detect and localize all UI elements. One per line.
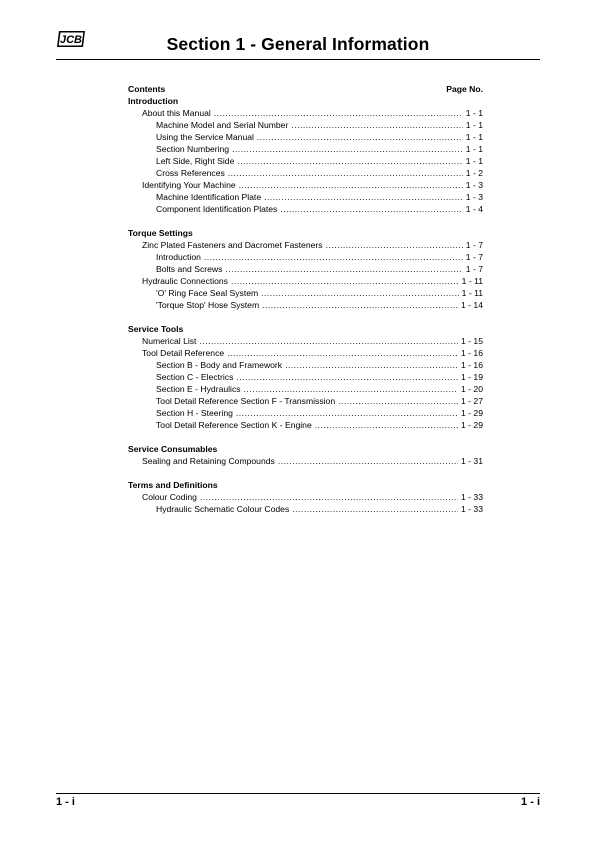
toc-entry[interactable] (128, 383, 483, 395)
toc-entry-label: Section B - Body and Framework (156, 360, 283, 370)
toc-entry[interactable] (128, 179, 483, 191)
toc-entry[interactable] (128, 395, 483, 407)
toc-entry-page: 1 - 1 (465, 156, 483, 166)
toc-entry-label: Section Numbering (156, 144, 230, 154)
toc-entry-page: 1 - 29 (461, 408, 483, 418)
toc-entry-label: Hydraulic Connections (142, 276, 228, 286)
toc-entry[interactable] (128, 107, 483, 119)
toc-entry[interactable] (128, 143, 483, 155)
toc-entry[interactable] (128, 407, 483, 419)
dot-leader (227, 347, 458, 359)
toc-entry-label: Tool Detail Reference Section F - Transmission (156, 396, 336, 406)
toc-section-title: Service Tools (128, 324, 184, 334)
footer-page-left: 1 - i (56, 796, 75, 808)
dot-leader (278, 455, 458, 467)
toc-entry-label: Introduction (156, 252, 201, 262)
dot-leader (261, 287, 459, 299)
toc-entry[interactable] (128, 491, 483, 503)
dot-leader (237, 155, 462, 167)
toc-entry-page: 1 - 19 (461, 372, 483, 382)
toc-entry-page: 1 - 1 (465, 132, 483, 142)
toc-entry-page: 1 - 31 (461, 456, 483, 466)
toc-entry[interactable] (128, 239, 483, 251)
dot-leader (315, 419, 458, 431)
dot-leader (200, 491, 458, 503)
toc-entry-page: 1 - 16 (461, 348, 483, 358)
toc-entry[interactable] (128, 359, 483, 371)
toc-section-title: Torque Settings (128, 228, 193, 238)
toc-section-title: Terms and Definitions (128, 480, 218, 490)
toc-entry-label: Section C - Electrics (156, 372, 234, 382)
contents-label: Contents (128, 84, 166, 94)
toc-entry-label: Machine Model and Serial Number (156, 120, 289, 130)
toc-entry-page: 1 - 33 (461, 504, 483, 514)
toc-section (128, 95, 483, 215)
dot-leader (326, 239, 463, 251)
footer-rule (56, 793, 540, 794)
dot-leader (239, 179, 463, 191)
toc-entry-page: 1 - 4 (465, 204, 483, 214)
dot-leader (228, 167, 463, 179)
toc-entry-page: 1 - 1 (465, 108, 483, 118)
toc-entry[interactable] (128, 347, 483, 359)
toc-entry-page: 1 - 20 (461, 384, 483, 394)
toc-section (128, 479, 483, 515)
toc-section (128, 323, 483, 431)
dot-leader (244, 383, 458, 395)
toc-entry-label: Identifying Your Machine (142, 180, 236, 190)
toc-entry[interactable] (128, 167, 483, 179)
dot-leader (225, 263, 462, 275)
dot-leader (285, 359, 458, 371)
toc-entry-page: 1 - 7 (465, 240, 483, 250)
toc-entry-label: Using the Service Manual (156, 132, 254, 142)
dot-leader (291, 119, 462, 131)
toc-entry[interactable] (128, 131, 483, 143)
footer-page-right: 1 - i (521, 796, 540, 808)
toc-entry-page: 1 - 2 (465, 168, 483, 178)
page-title: Section 1 - General Information (166, 34, 430, 54)
toc-entry-label: Cross References (156, 168, 225, 178)
toc-entry[interactable] (128, 191, 483, 203)
toc-entry[interactable] (128, 287, 483, 299)
header-rule (56, 59, 540, 60)
toc-entry[interactable] (128, 419, 483, 431)
toc-sections (128, 95, 483, 515)
toc-entry[interactable] (128, 119, 483, 131)
toc-entry-label: About this Manual (142, 108, 211, 118)
toc-entry[interactable] (128, 455, 483, 467)
toc-entry-page: 1 - 27 (461, 396, 483, 406)
toc-entry-page: 1 - 1 (465, 144, 483, 154)
toc-entry[interactable] (128, 251, 483, 263)
toc-section-title: Introduction (128, 96, 179, 106)
toc-entry[interactable] (128, 335, 483, 347)
toc-entry-page: 1 - 1 (465, 120, 483, 130)
toc-entry-label: Section H - Steering (156, 408, 233, 418)
dot-leader (292, 503, 458, 515)
toc-entry[interactable] (128, 299, 483, 311)
toc-entry-label: Left Side, Right Side (156, 156, 235, 166)
toc-entry-page: 1 - 16 (461, 360, 483, 370)
toc-entry[interactable] (128, 203, 483, 215)
toc-header (128, 83, 483, 95)
toc-entry-label: Section E - Hydraulics (156, 384, 241, 394)
toc-entry-label: 'O' Ring Face Seal System (156, 288, 259, 298)
toc-entry[interactable] (128, 263, 483, 275)
toc-entry-label: Tool Detail Reference (142, 348, 225, 358)
toc-entry-label: Machine Identification Plate (156, 192, 262, 202)
dot-leader (199, 335, 458, 347)
toc-entry-page: 1 - 11 (461, 288, 483, 298)
toc-section-title: Service Consumables (128, 444, 218, 454)
dot-leader (257, 131, 463, 143)
toc-entry-page: 1 - 15 (461, 336, 483, 346)
dot-leader (262, 299, 458, 311)
toc-entry-label: Component Identification Plates (156, 204, 278, 214)
toc-entry-page: 1 - 11 (461, 276, 483, 286)
dot-leader (264, 191, 463, 203)
toc-entry-label: Numerical List (142, 336, 197, 346)
toc-entry-page: 1 - 33 (461, 492, 483, 502)
dot-leader (231, 275, 459, 287)
toc-section (128, 227, 483, 311)
toc-entry-label: Zinc Plated Fasteners and Dacromet Fasteners (142, 240, 323, 250)
toc-section (128, 443, 483, 467)
toc-entry-page: 1 - 14 (461, 300, 483, 310)
dot-leader (236, 371, 458, 383)
dot-leader (338, 395, 458, 407)
dot-leader (236, 407, 458, 419)
toc-entry-label: 'Torque Stop' Hose System (156, 300, 260, 310)
toc-entry[interactable] (128, 503, 483, 515)
toc-entry-label: Hydraulic Schematic Colour Codes (156, 504, 290, 514)
toc-entry[interactable] (128, 155, 483, 167)
toc-entry-page: 1 - 7 (465, 264, 483, 274)
toc-entry[interactable] (128, 275, 483, 287)
dot-leader (232, 143, 463, 155)
table-of-contents (128, 83, 483, 527)
toc-entry-label: Colour Coding (142, 492, 197, 502)
toc-entry-page: 1 - 29 (461, 420, 483, 430)
dot-leader (204, 251, 463, 263)
toc-entry-page: 1 - 7 (465, 252, 483, 262)
toc-entry-label: Sealing and Retaining Compounds (142, 456, 275, 466)
toc-entry-label: Bolts and Screws (156, 264, 223, 274)
toc-entry-page: 1 - 3 (465, 192, 483, 202)
page-no-label: Page No. (446, 84, 483, 94)
toc-entry[interactable] (128, 371, 483, 383)
dot-leader (280, 203, 462, 215)
dot-leader (214, 107, 463, 119)
toc-entry-label: Tool Detail Reference Section K - Engine (156, 420, 312, 430)
logo-text: JCB (59, 34, 83, 46)
toc-entry-page: 1 - 3 (465, 180, 483, 190)
